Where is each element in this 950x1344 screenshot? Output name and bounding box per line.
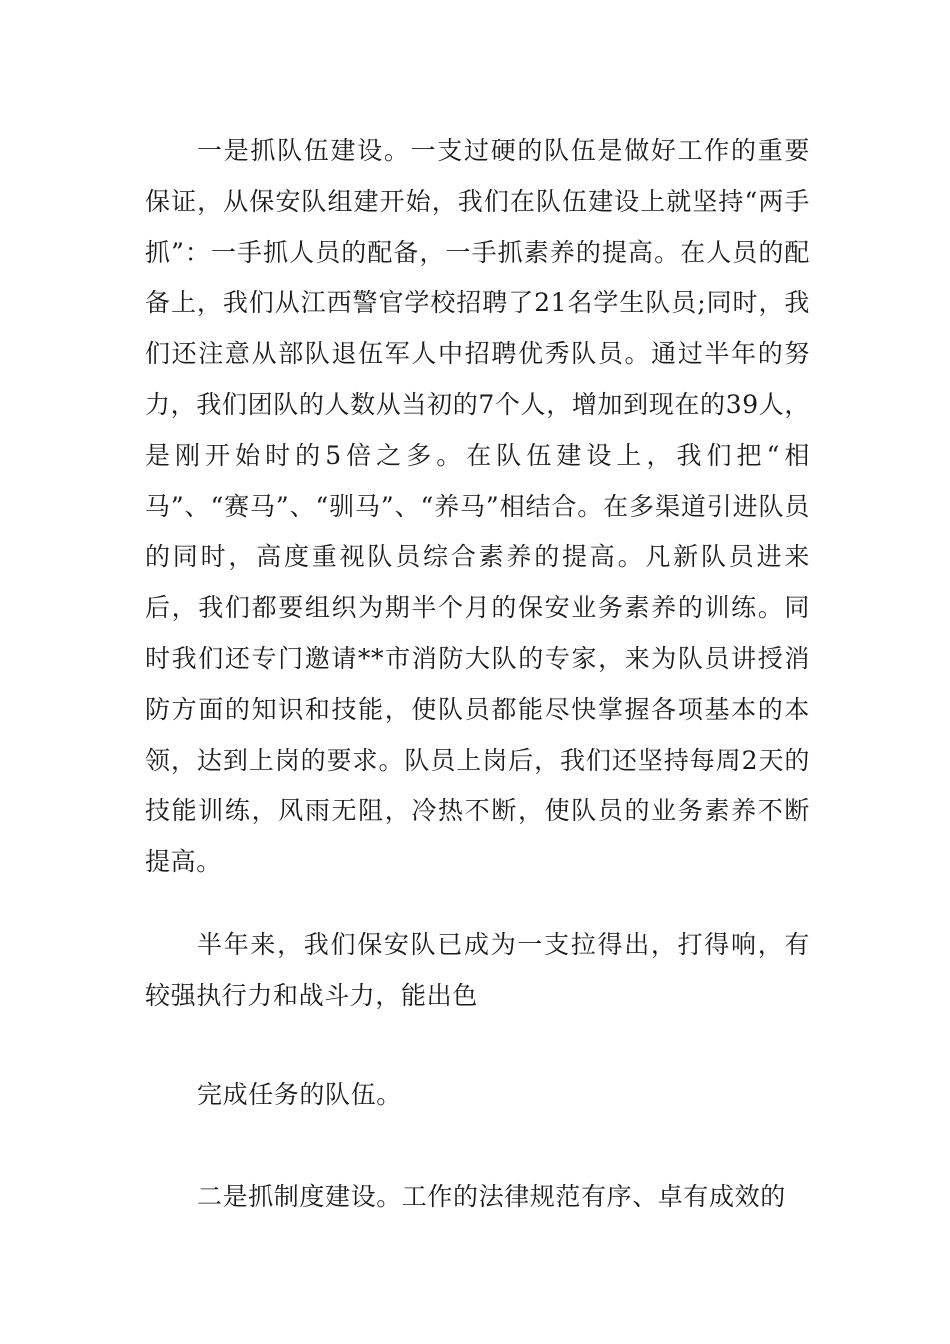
paragraph-team-building: 一是抓队伍建设。一支过硬的队伍是做好工作的重要保证，从保安队组建开始，我们在队伍建设上就坚持“两手抓”：一手抓人员的配备，一手抓素养的提高。在人员的配备上，我们从江西警官学校招聘了21名学生队员;同时，我们还注意从部队退伍军人中招聘优秀队员。通过半年的努力，我们团队的人数从当初的7个人，增加到现在的39人，是刚开始时的5倍之多。在队伍建设上，我们把“相马”、“赛马”、“驯马”、“养马”相结合。在多渠道引进队员的同时，高度重视队员综合素养的提高。凡新队员进来后，我们都要组织为期半个月的保安业务素养的训练。同时我们还专门邀请**市消防大队的专家，来为队员讲授消防方面的知识和技能，使队员都能尽快掌握各项基本的本领，达到上岗的要求。队员上岗后，我们还坚持每周2天的技能训练，风雨无阻，冷热不断，使队员的业务素养不断提高。	[145, 136, 810, 877]
paragraph-summary-continued: 完成任务的队伍。	[197, 1080, 402, 1109]
paragraph-system-building: 二是抓制度建设。工作的法律规范有序、卓有成效的	[197, 1182, 786, 1211]
paragraph-half-year-summary: 半年来，我们保安队已成为一支拉得出，打得响，有较强执行力和战斗力，能出色	[145, 930, 810, 1010]
